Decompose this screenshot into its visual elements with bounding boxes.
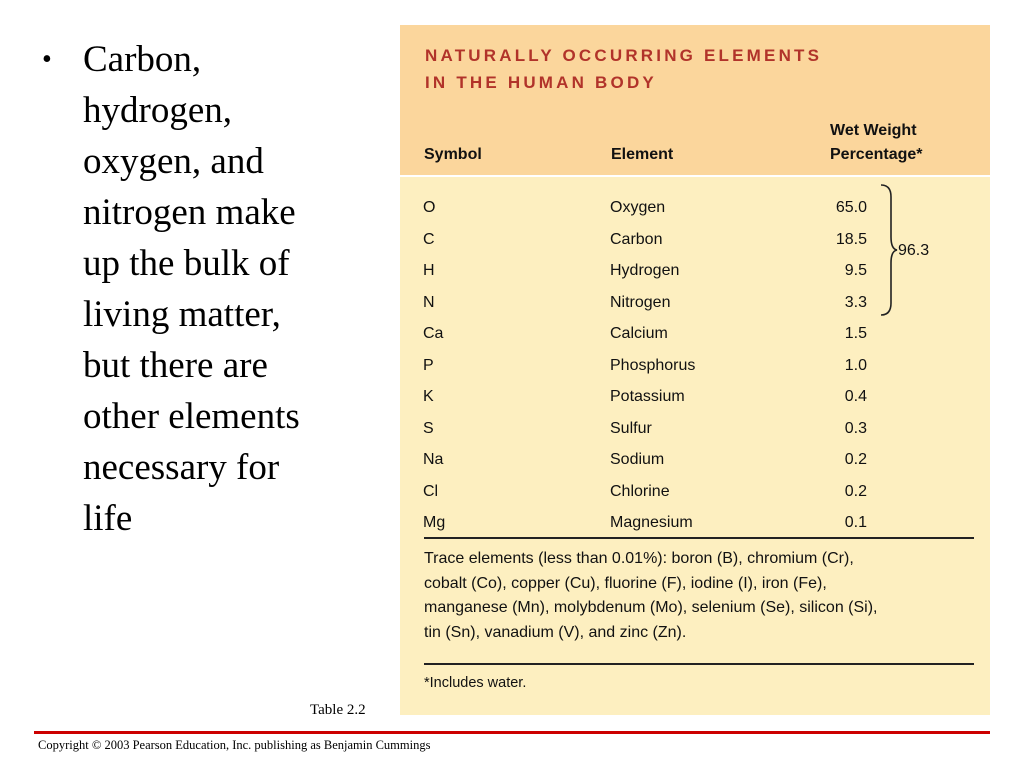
table-row	[400, 351, 990, 381]
table-title	[425, 42, 965, 96]
right-brace-icon	[878, 183, 898, 317]
cell-symbol: Cl	[423, 482, 439, 500]
footnote-divider	[424, 663, 974, 665]
cell-element: Sulfur	[610, 419, 652, 437]
cell-symbol: P	[423, 356, 434, 374]
cell-percentage: 3.3	[844, 293, 867, 311]
table-title-line-2: IN THE HUMAN BODY	[425, 73, 657, 92]
cell-percentage: 0.1	[844, 514, 867, 531]
table-row	[400, 445, 990, 475]
table-row	[400, 319, 990, 349]
table-row	[400, 477, 990, 507]
footer-rule	[34, 731, 990, 734]
column-header-wet-weight	[830, 119, 970, 167]
cell-element: Nitrogen	[610, 293, 671, 311]
table-caption: Table 2.2	[310, 702, 366, 718]
bullet-marker: •	[42, 44, 52, 75]
column-header-wet-weight-line-2: Percentage*	[830, 146, 923, 163]
cell-percentage: 1.5	[844, 325, 867, 342]
cell-symbol: K	[423, 388, 434, 405]
table-row	[400, 193, 990, 223]
cell-element: Carbon	[610, 230, 663, 248]
cell-symbol: S	[423, 419, 434, 437]
column-header-wet-weight-line-1: Wet Weight	[830, 122, 917, 139]
cell-element: Sodium	[610, 451, 665, 468]
cell-percentage: 18.5	[835, 230, 867, 248]
cell-symbol: C	[423, 230, 435, 248]
cell-symbol: Mg	[423, 514, 446, 531]
column-header-symbol: Symbol	[424, 146, 482, 163]
brace-total: 96.3	[898, 242, 930, 259]
cell-percentage: 0.3	[844, 419, 867, 437]
cell-percentage: 65.0	[835, 199, 867, 216]
header-divider	[400, 175, 990, 177]
table-row	[400, 508, 990, 538]
bullet-text: Carbon, hydrogen, oxygen, and nitrogen make up the bulk of living matter, but there are other elements necessary for life	[83, 39, 300, 539]
trace-elements-note: Trace elements (less than 0.01%): boron (B), chromium (Cr), cobalt (Co), copper (Cu), fluorine (F), iodine (I), iron (Fe), manganese (Mn), molybdenum (Mo), selenium (Se), silicon (Si), tin (Sn), vanadium (V), and zinc (Zn).	[424, 550, 878, 641]
table-row	[400, 382, 990, 412]
footnote: *Includes water.	[424, 675, 527, 691]
table-header	[400, 25, 990, 175]
cell-symbol: N	[423, 293, 435, 311]
cell-percentage: 9.5	[844, 262, 867, 279]
cell-percentage: 0.2	[844, 451, 867, 468]
table-row	[400, 288, 990, 318]
cell-symbol: Ca	[423, 325, 444, 342]
cell-element: Oxygen	[610, 199, 666, 216]
table-title-line-1: NATURALLY OCCURRING ELEMENTS	[425, 46, 823, 65]
copyright-notice: Copyright © 2003 Pearson Education, Inc. publishing as Benjamin Cummings	[38, 738, 431, 752]
column-header-element: Element	[611, 146, 674, 163]
cell-element: Calcium	[610, 325, 668, 342]
cell-element: Hydrogen	[610, 262, 680, 279]
cell-percentage: 0.2	[844, 482, 867, 500]
cell-element: Chlorine	[610, 482, 670, 500]
cell-symbol: O	[423, 199, 436, 216]
cell-symbol: H	[423, 262, 435, 279]
cell-element: Magnesium	[610, 514, 693, 531]
cell-symbol: Na	[423, 451, 444, 468]
elements-table	[400, 25, 990, 715]
cell-element: Phosphorus	[610, 356, 696, 374]
cell-percentage: 0.4	[844, 388, 867, 405]
cell-element: Potassium	[610, 388, 685, 405]
cell-percentage: 1.0	[844, 356, 867, 374]
table-row	[400, 414, 990, 444]
table-divider	[424, 537, 974, 539]
